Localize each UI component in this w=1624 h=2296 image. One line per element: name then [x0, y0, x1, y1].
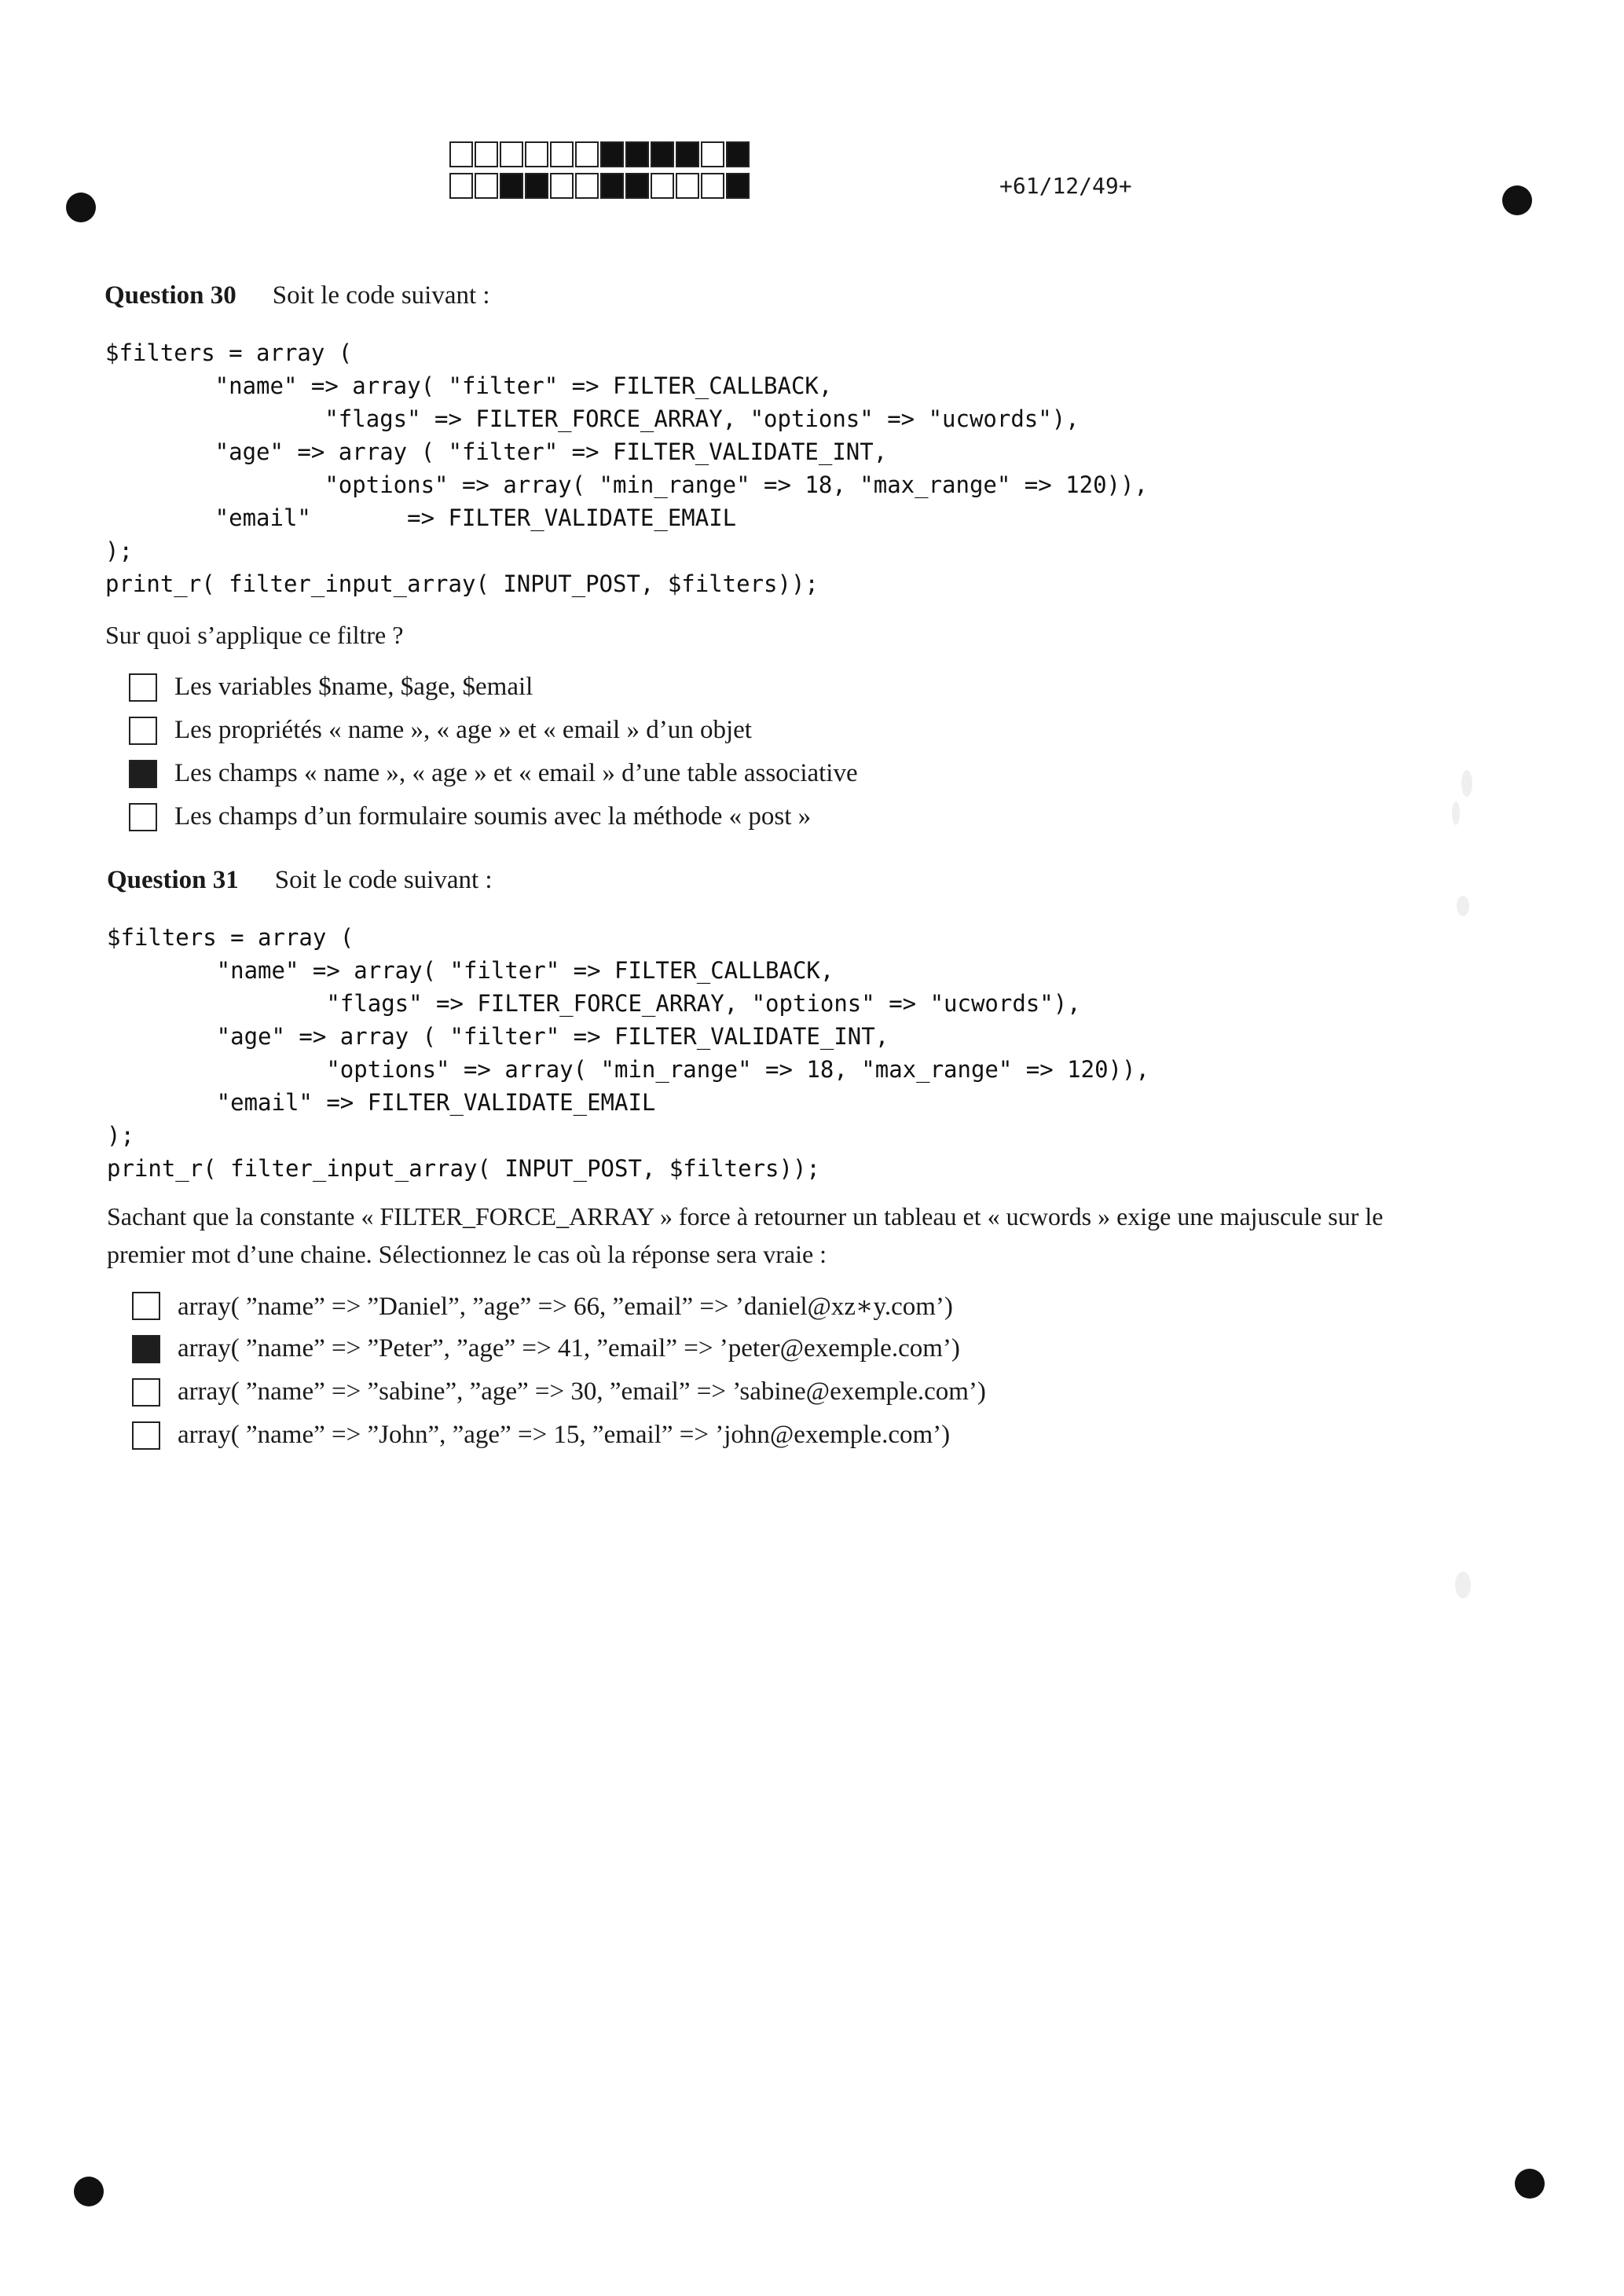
scan-smudge	[1457, 896, 1469, 916]
option-label: array( ”name” => ”Daniel”, ”age” => 66, ”email” => ’daniel@xz∗y.com’)	[178, 1292, 953, 1321]
question-31-option-2[interactable]	[132, 1327, 986, 1370]
barcode-cell	[525, 141, 548, 167]
barcode-cell	[726, 141, 750, 167]
page-identifier: +61/12/49+	[999, 173, 1132, 199]
checkbox[interactable]	[129, 673, 157, 702]
scan-smudge	[1455, 1572, 1471, 1598]
barcode-cell	[600, 141, 624, 167]
checkbox[interactable]	[129, 803, 157, 831]
barcode-cell	[676, 173, 699, 199]
checkbox[interactable]	[132, 1292, 160, 1320]
question-30-label: Question 30	[104, 281, 236, 310]
barcode-cell	[600, 173, 624, 199]
question-31-option-3[interactable]	[132, 1370, 986, 1414]
question-30-option-2[interactable]	[129, 709, 858, 752]
barcode-row-2	[449, 173, 751, 199]
barcode-cell	[550, 173, 574, 199]
option-label: Les champs d’un formulaire soumis avec la méthode « post »	[174, 802, 812, 831]
checkbox[interactable]	[129, 717, 157, 745]
option-label: Les champs « name », « age » et « email » d’une table associative	[174, 759, 858, 787]
barcode-cell	[575, 141, 599, 167]
barcode-cell	[475, 173, 498, 199]
barcode-cell	[701, 173, 724, 199]
barcode-cell	[651, 173, 674, 199]
question-30-header	[104, 281, 490, 310]
barcode-cell	[475, 141, 498, 167]
checkbox[interactable]	[132, 1335, 160, 1363]
barcode-cell	[676, 141, 699, 167]
question-30-option-1[interactable]	[129, 666, 858, 709]
option-label: Les propriétés « name », « age » et « email » d’un objet	[174, 716, 752, 744]
question-30-code: $filters = array ( "name" => array( "filter" => FILTER_CALLBACK, "flags" => FILTER_FORCE_ARRAY, "options" => "ucwords"), "age" => array ( "filter" => FILTER_VALIDATE_INT, "options" => array( "min_range" => 18, "max_range" => 120)), "email" => FILTER_VALIDATE_EMAIL ); print_r( filter_input_array( INPUT_POST, $filters));	[105, 339, 1148, 597]
barcode-cell	[651, 141, 674, 167]
barcode-cell	[500, 173, 523, 199]
option-label: Les variables $name, $age, $email	[174, 673, 533, 701]
question-31-options	[132, 1284, 986, 1457]
question-31-option-4[interactable]	[132, 1414, 986, 1457]
question-31-code: $filters = array ( "name" => array( "filter" => FILTER_CALLBACK, "flags" => FILTER_FORCE_ARRAY, "options" => "ucwords"), "age" => array ( "filter" => FILTER_VALIDATE_INT, "options" => array( "min_range" => 18, "max_range" => 120)), "email" => FILTER_VALIDATE_EMAIL ); print_r( filter_input_array( INPUT_POST, $filters));	[107, 924, 1149, 1182]
barcode-cell	[625, 141, 649, 167]
question-31-label: Question 31	[107, 866, 239, 894]
checkbox[interactable]	[132, 1421, 160, 1450]
registration-mark-top-right	[1502, 185, 1532, 215]
scan-smudge	[1461, 770, 1472, 797]
barcode-cell	[726, 173, 750, 199]
checkbox[interactable]	[132, 1378, 160, 1407]
registration-mark-bottom-right	[1515, 2169, 1545, 2199]
barcode-cell	[625, 173, 649, 199]
checkbox[interactable]	[129, 760, 157, 788]
question-30-prompt: Sur quoi s’applique ce filtre ?	[105, 621, 404, 649]
question-31-prompt-line-2: premier mot d’une chaine. Sélectionnez le cas où la réponse sera vraie :	[107, 1240, 827, 1268]
option-label: array( ”name” => ”sabine”, ”age” => 30, ”email” => ’sabine@exemple.com’)	[178, 1377, 986, 1406]
barcode-cell	[449, 141, 473, 167]
option-label: array( ”name” => ”Peter”, ”age” => 41, ”email” => ’peter@exemple.com’)	[178, 1334, 960, 1363]
question-31-header	[107, 866, 493, 895]
question-30-options	[129, 666, 858, 838]
registration-mark-top-left	[66, 193, 96, 222]
barcode-cell	[575, 173, 599, 199]
barcode-cell	[500, 141, 523, 167]
barcode-cell	[525, 173, 548, 199]
option-label: array( ”name” => ”John”, ”age” => 15, ”email” => ’john@exemple.com’)	[178, 1421, 951, 1449]
registration-mark-bottom-left	[74, 2177, 104, 2206]
question-31-option-1[interactable]	[132, 1284, 986, 1327]
question-31-intro: Soit le code suivant :	[274, 866, 493, 894]
question-31-prompt: Sachant que la constante « FILTER_FORCE_ARRAY » force à retourner un tableau et « ucwords » exige une majuscule sur le	[107, 1202, 1384, 1231]
barcode-cell	[449, 173, 473, 199]
question-30-intro: Soit le code suivant :	[272, 281, 490, 310]
question-30-option-4[interactable]	[129, 795, 858, 838]
scan-smudge	[1452, 801, 1460, 825]
barcode-cell	[550, 141, 574, 167]
question-30-option-3[interactable]	[129, 752, 858, 795]
barcode-row-1	[449, 141, 751, 167]
barcode-cell	[701, 141, 724, 167]
